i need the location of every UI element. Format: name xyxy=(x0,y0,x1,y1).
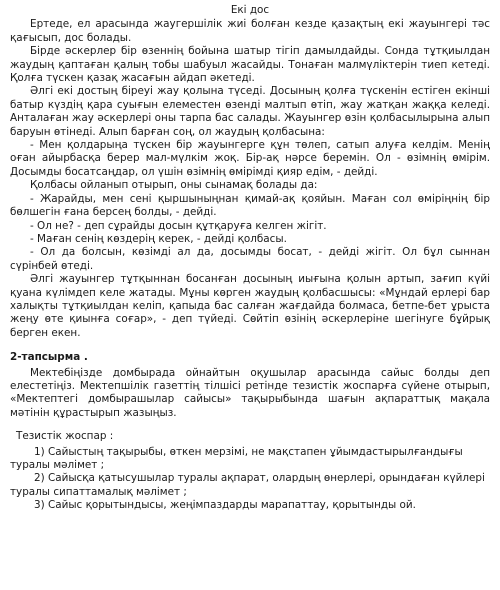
story-paragraph: Қолбасы ойланып отырып, оны сынамақ болады да: xyxy=(30,179,318,192)
story-paragraph: Әлгі жауынгер тұтқыннан босанған досының иығына қолын артып, зағип күйі қуана күлімдеп келе жатады. Мұны көрген жаудың қолбасшысы: «Мұндай ерлері бар халықты тұтқиылдан келіп, қапыда бас салған жағдайда болмаса, бетпе-бет ұрыста жеңу өте қиынға соғар», - деп түйеді. Сөйтіп өзінің әскерлеріне шегінуге бұйрық берген екен. xyxy=(10,273,490,339)
story-paragraph: Әлгі екі достың біреуі жау қолына түседі. Досының қолға түскенін естіген екінші батыр күздің қара суығын елеместен өзенді малтып өтіп, жау жатқан жаққа келеді. Анталаған жау әскерлері оны тарпа бас салады. Жауынгер өзін қолбасылырына алып баруын өтінеді. Алып барған соң, ол жаудың қолбасына: xyxy=(10,85,490,138)
task-heading: 2-тапсырма . xyxy=(10,351,88,364)
story-title: Екі дос xyxy=(230,4,270,16)
story-paragraph: Ертеде, ел арасында жаугершілік жиі болған кезде қазақтың екі жауынгері тәс қағысып, дос болады. xyxy=(10,18,490,44)
plan-item: 2) Сайысқа қатысушылар туралы ақпарат, олардың өнерлері, орындаған күйлері туралы сипаттамалық мәлімет ; xyxy=(10,472,485,498)
plan-list xyxy=(10,446,490,513)
story-paragraph: - Ол не? - деп сұрайды досын құтқаруға келген жігіт. xyxy=(30,219,327,232)
story-paragraph: Бірде әскерлер бір өзеннің бойына шатыр тігіп дамылдайды. Сонда тұтқиылдан жаудың қаптаған қалың тобы шабуыл жасайды. Тонаған малмүліктерін тиеп кетеді. Қолға түскен қазақ жасағын айдап әкетеді. xyxy=(10,45,490,85)
plan-item: 3) Сайыс қорытындысы, жеңімпаздарды марапаттау, қорытынды ой. xyxy=(34,499,416,512)
plan-heading: Тезистік жоспар : xyxy=(16,430,114,443)
plan-item: 1) Сайыстың тақырыбы, өткен мерзімі, не мақстапен ұйымдастырылғандығы туралы мәлімет ; xyxy=(10,445,463,471)
story-paragraph: - Жарайды, мен сені қыршыныңнан қимай-ақ қояйын. Маған сол өміріңнің бір бөлшегін ғана берсең болды, - дейді. xyxy=(10,192,490,219)
task-section xyxy=(10,351,490,512)
story-paragraph: - Маған сенің көздерің керек, - дейді қолбасы. xyxy=(30,232,287,245)
task-body: Мектебіңізде домбырада ойнайтын оқушылар арасында сайыс болды деп елестетіңіз. Мектепшілік газеттің тілшісі ретінде тезистік жоспарға сүйене отырып, «Мектептегі домбырашылар сайысы» тақырыбында шағын ақпараттық мақала мәтінін құрастырып жазыңыз. xyxy=(10,366,490,419)
story-text xyxy=(10,18,490,340)
story-paragraph: - Мен қолдарыңа түскен бір жауынгерге құн төлеп, сатып алуға келдім. Менің оған айырбасқа берер мал-мүлкім жоқ. Бір-ақ нәрсе беремін. Ол - өзімнің өмірім. Досымды босатсаңдар, ол үшін өзімнің өмірімді қияр едім, - дейді. xyxy=(10,139,490,178)
story-paragraph: - Ол да болсын, көзімді ал да, досымды босат, - дейді жігіт. Ол бұл сыннан сүрінбей өтеді. xyxy=(10,246,490,272)
